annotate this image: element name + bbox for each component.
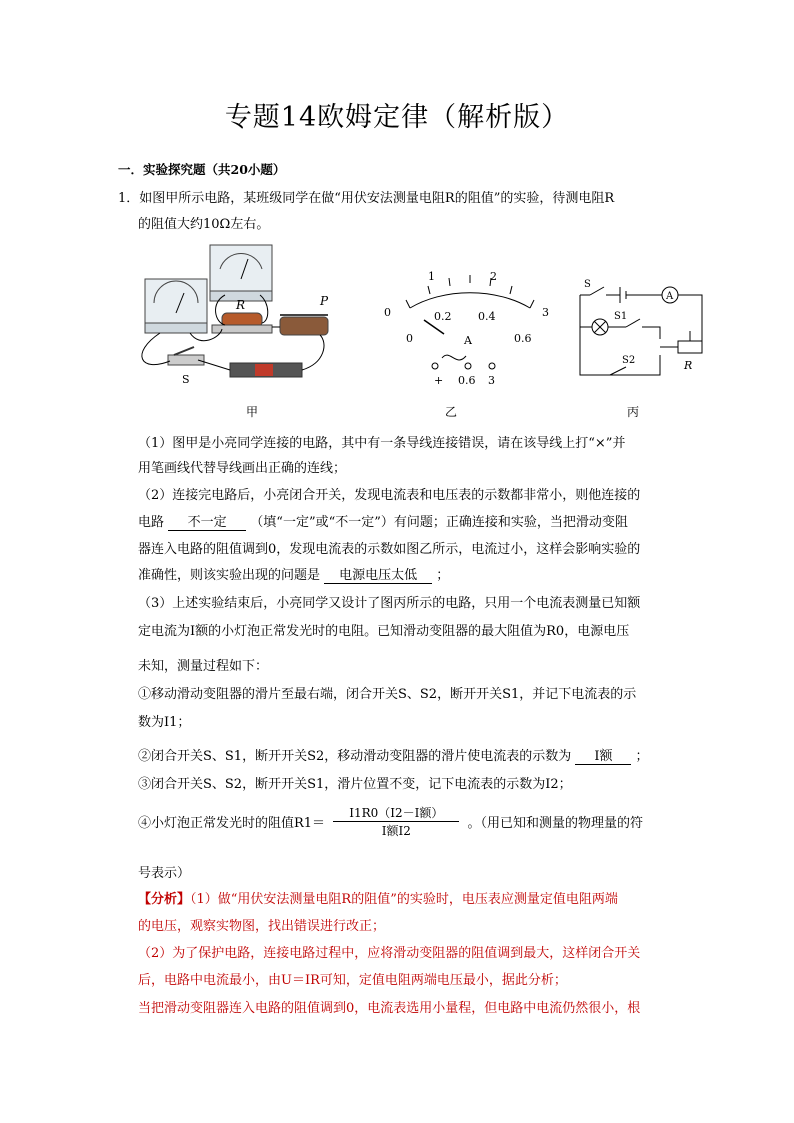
part-2-line-3: 器连入电路的阻值调到0，发现电流表的示数如图乙所示，电流过小，这样会影响实验的: [138, 542, 641, 557]
step-1-line-2: 数为I1；: [138, 715, 191, 730]
scale-top-2: 2: [490, 270, 497, 283]
step-4: [138, 804, 643, 839]
terminal-3: 3: [488, 374, 495, 387]
rheostat-icon: [280, 317, 328, 335]
analysis-text-1: （1）做“用伏安法测量电阻R的阻值”的实验时，电压表应测量定值电阻两端: [190, 892, 618, 907]
figure-b-ammeter-dial: [380, 268, 560, 388]
scale-top-0: 0: [384, 306, 391, 319]
answer-blank-1: 不一定: [168, 511, 246, 531]
unit-label: A: [464, 334, 472, 347]
answer-blank-3: I额: [575, 745, 631, 765]
scale-bottom-3: 0.6: [514, 332, 532, 345]
part-2-text-post-2: ；: [436, 568, 450, 583]
step-2: [138, 745, 649, 765]
formula-denominator: I额I2: [381, 824, 411, 838]
scale-bottom-0: 0: [406, 332, 413, 345]
step-2-post: ；: [635, 749, 649, 764]
analysis-line-2: 的电压，观察实物图，找出错误进行改正；: [138, 919, 386, 934]
label-r-c: R: [684, 359, 693, 372]
page-title: 专题14欧姆定律（解析版）: [224, 102, 570, 133]
part-3-line-2: 定电流为I额的小灯泡正常发光时的电阻。已知滑动变阻器的最大阻值为R0，电源电压: [138, 624, 630, 639]
section-heading: 一．实验探究题（共20小题）: [118, 162, 286, 177]
caption-a: 甲: [246, 405, 259, 419]
caption-c: 丙: [627, 405, 640, 419]
step-1-line-1: ①移动滑动变阻器的滑片至最右端，闭合开关S、S2，断开开关S1，并记下电流表的示: [138, 687, 637, 702]
analysis-line-1: [138, 888, 618, 907]
analysis-line-5: 当把滑动变阻器连入电路的阻值调到0，电流表选用小量程，但电路中电流仍然很小，根: [138, 1001, 641, 1016]
part-2-line-1: （2）连接完电路后，小亮闭合开关，发现电流表和电压表的示数都非常小，则他连接的: [138, 488, 641, 503]
scale-bottom-2: 0.4: [478, 310, 496, 323]
label-s-main: S: [584, 279, 591, 290]
scale-top-3: 3: [542, 306, 549, 319]
step-3: ③闭合开关S、S2，断开开关S1，滑片位置不变，记下电流表的示数为I2；: [138, 777, 572, 792]
answer-blank-2: 电源电压太低: [324, 564, 432, 584]
terminal-plus: +: [434, 374, 444, 387]
label-r: R: [236, 298, 246, 312]
step-4-line-2: 号表示）: [138, 866, 191, 881]
terminal-06: 0.6: [458, 374, 476, 387]
part-2-text-post: （填“一定”或“不一定”）有问题；正确连接和实验，当把滑动变阻: [250, 515, 628, 530]
scale-top-1: 1: [428, 270, 435, 283]
caption-b: 乙: [445, 405, 458, 419]
label-s: S: [182, 373, 190, 386]
question-1-intro: 1．如图甲所示电路，某班级同学在做“用伏安法测量电阻R的阻值”的实验，待测电阻R: [118, 191, 615, 206]
analysis-line-3: （2）为了保护电路，连接电路过程中，应将滑动变阻器的阻值调到最大，这样闭合开关: [138, 946, 641, 961]
part-3-line-3: 未知，测量过程如下：: [138, 659, 269, 674]
part-2-text-pre-2: 准确性，则该实验出现的问题是: [138, 568, 321, 583]
part-2-line-4: [138, 564, 449, 584]
label-p: P: [320, 294, 329, 308]
step-4-post: 。（用已知和测量的物理量的符: [467, 816, 644, 831]
formula: [333, 804, 459, 839]
voltmeter-icon: [210, 245, 272, 291]
step-2-text: ②闭合开关S、S1，断开开关S2，移动滑动变阻器的滑片使电流表的示数为: [138, 749, 572, 764]
part-1-line-1: （1）图甲是小亮同学连接的电路，其中有一条导线连接错误，请在该导线上打“×”并: [138, 436, 626, 451]
part-1-line-2: 用笔画线代替导线画出正确的连线；: [138, 461, 347, 476]
analysis-line-4: 后，电路中电流最小，由U＝IR可知，定值电阻两端电压最小，据此分析；: [138, 973, 567, 988]
formula-numerator: I1R0（I2－I额）: [333, 804, 459, 822]
part-3-line-1: （3）上述实验结束后，小亮同学又设计了图丙所示的电路，只用一个电流表测量已知额: [138, 596, 641, 611]
step-4-text: ④小灯泡正常发光时的阻值R1＝: [138, 816, 326, 831]
label-s1: S1: [614, 311, 628, 322]
label-a: A: [666, 291, 674, 302]
figure-c-circuit: [570, 275, 710, 385]
figure-a-apparatus: [130, 243, 330, 393]
part-2-line-2: [138, 511, 628, 531]
question-1-intro-cont: 的阻值大约10Ω左右。: [138, 217, 270, 232]
label-s2: S2: [622, 355, 636, 366]
analysis-tag: 【分析】: [138, 892, 191, 907]
part-2-text-pre: 电路: [138, 515, 165, 530]
scale-bottom-1: 0.2: [434, 310, 452, 323]
